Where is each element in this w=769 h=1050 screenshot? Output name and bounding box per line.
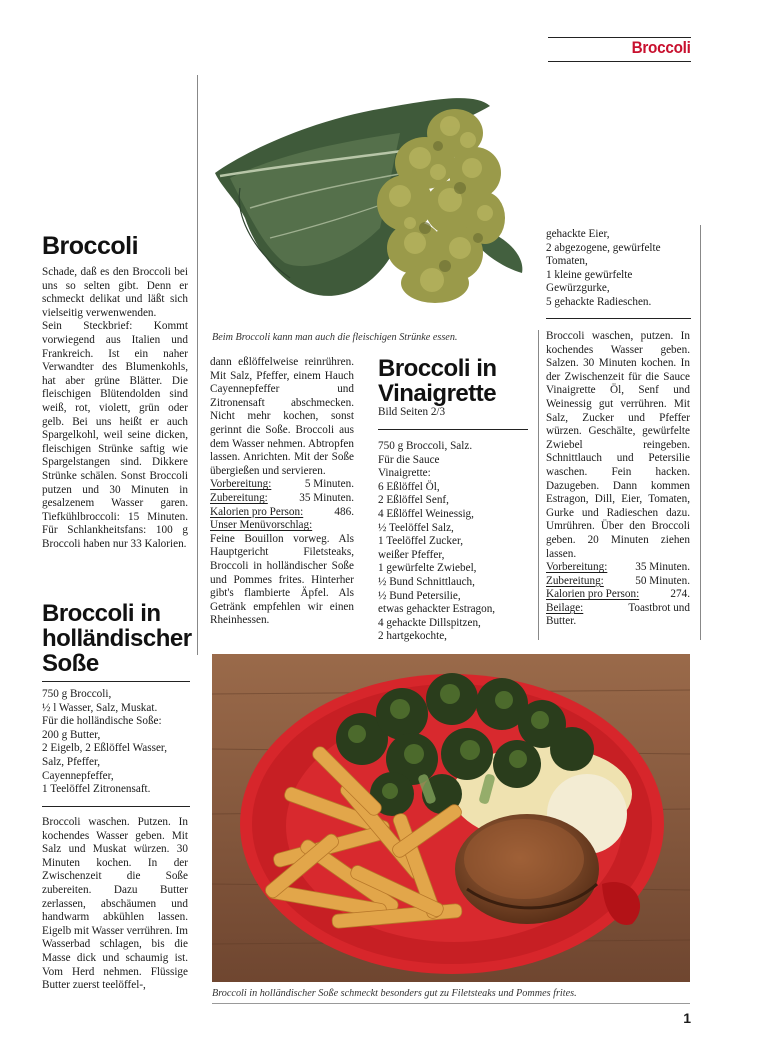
ingredient: 1 Teelöffel Zitronensaft.	[42, 783, 151, 796]
ingredient: 2 Eßlöffel Senf,	[378, 494, 449, 507]
intro-paragraph-2: Sein Steckbrief: Kommt vorwiegend aus Italien und Frankreich. Ist ein naher Verwandter des Blumenkohls, hat aber grüne Blätter. Die fleischigen Blütendolden sind weiß, rot, violett, grün oder gelb. Bei uns heißt er auch Spargelkohl, weil seine dicken, fleischigen Strünke saftig wie Spargelstangen sind. Dikkere Strünke schälen. Sonst Broccoli putzen und 30 Minuten in gesalzenem Wasser garen. Tiefkühlbroccoli: 15 Minuten. Für Schlankheitsfans: 100 g Broccoli haben nur 33 Kalorien.	[42, 320, 188, 550]
recipe2-method-text: Broccoli waschen, putzen. In kochendes Wasser geben. Salzen. 30 Minuten kochen. In der Zwischenzeit für die Sauce Vinaigrette Öl, Senf und Weinessig gut verrühren. Mit Salz, Zucker und Pfeffer würzen. Geschälte, gewürfelte Zwiebel reingeben. Schnittlauch und Petersilie waschen. Fein hacken. Dazugeben. Dann kommen Estragon, Dill, Eier, Tomaten, Gurke und Radieschen dazu. Umrühren. Über den Broccoli geben. 20 Minuten ziehen lassen.	[546, 330, 690, 560]
prep-value: 35 Minuten.	[635, 561, 690, 574]
prep-value: 5 Minuten.	[304, 478, 354, 491]
calories-label: Kalorien pro Person:	[546, 588, 640, 601]
recipe2-side-row	[546, 602, 690, 616]
recipe1-menu-label	[210, 519, 354, 533]
recipe1-title-line2: holländischer	[42, 625, 192, 652]
recipe2-cook-row	[546, 575, 690, 589]
bottom-photo-caption: Broccoli in holländischer Soße schmeckt besonders gut zu Filetsteaks und Pommes frites.	[212, 988, 577, 999]
recipe1-title-line1: Broccoli in	[42, 600, 161, 627]
recipe1-title-line3: Soße	[42, 650, 99, 677]
recipe1-method-part2	[210, 356, 354, 628]
plate-photo	[212, 654, 690, 982]
column-rule-left	[197, 75, 198, 655]
recipe1-calories-row	[210, 506, 354, 520]
recipe1-method-part1: Broccoli waschen. Putzen. In kochendes Wasser geben. Mit Salz und Muskat würzen. 30 Minuten kochen. In der Zwischenzeit die Soße zubereiten. Dazu Butter zerlassen, abschäumen und handwarm abkühlen lassen. Eigelb mit Wasser verrühren. Im Wasserbad schlagen, bis die Masse dick und schaumig ist. Vom Herd nehmen. Flüssige Butter zuerst teelöffel-,	[42, 816, 188, 992]
page-number: 1	[683, 1010, 691, 1026]
recipe2-ingredients-continued	[546, 228, 696, 310]
ingredient: ½ l Wasser, Salz, Muskat.	[42, 701, 158, 714]
menu-label: Unser Menüvorschlag:	[210, 519, 313, 532]
recipe2-ingredients	[378, 440, 533, 644]
broccoli-photo	[210, 88, 535, 326]
ingredient: 750 g Broccoli, Salz.	[378, 440, 473, 452]
intro-paragraph-1: Schade, daß es den Broccoli bei uns so selten gibt. Denn er schmeckt delikat und läßt sich vielseitig verwenwenden.	[42, 266, 188, 319]
header-rule-bottom	[548, 61, 691, 62]
ingredient: 200 g Butter,	[42, 728, 101, 741]
ingredient: Vinaigrette:	[378, 467, 431, 480]
ingredient: 1 Teelöffel Zucker,	[378, 535, 464, 548]
recipe2-prep-row	[546, 561, 690, 575]
ingredient: 4 Eßlöffel Weinessig,	[378, 507, 474, 520]
ingredient: ½ Bund Schnittlauch,	[378, 575, 475, 588]
intro-title: Broccoli	[42, 232, 139, 260]
section-label: Broccoli	[631, 38, 691, 57]
recipe2-side-value-2: Butter.	[546, 615, 577, 628]
ingredient: 4 gehackte Dillspitzen,	[378, 616, 481, 629]
recipe1-rule-1	[42, 681, 190, 682]
recipe2-rule-2	[546, 318, 691, 319]
column-rule-far-right	[700, 225, 701, 640]
side-value: Toastbrot und	[628, 601, 690, 614]
side-label: Beilage:	[546, 601, 584, 614]
recipe1-title	[42, 601, 192, 676]
cook-label: Zubereitung:	[210, 491, 268, 504]
prep-label: Vorbereitung:	[210, 478, 272, 491]
ingredient: Für die Sauce	[378, 453, 440, 466]
prep-label: Vorbereitung:	[546, 561, 608, 574]
ingredient: 2 abgezogene, gewürfelte	[546, 241, 661, 254]
recipe2-subtitle: Bild Seiten 2/3	[378, 406, 446, 418]
column-rule-right	[538, 330, 539, 640]
ingredient: 2 hartgekochte,	[378, 630, 447, 643]
recipe2-title	[378, 356, 497, 406]
intro-text	[42, 266, 188, 551]
ingredient: weißer Pfeffer,	[378, 548, 445, 561]
recipe1-menu-text: Feine Bouillon vorweg. Als Hauptgericht Filetsteaks, Broccoli in holländischer Soße und Pommes frites. Hinterher gibt's flambierte Äpfel. Als Getränk empfehlen wir einen Rheinhessen.	[210, 532, 354, 627]
ingredient: Cayennepfeffer,	[42, 769, 114, 782]
ingredient: 1 gewürfelte Zwiebel,	[378, 562, 477, 575]
recipe1-cook-row	[210, 492, 354, 506]
ingredient: Salz, Pfeffer,	[42, 755, 101, 768]
recipe1-ingredients	[42, 688, 192, 797]
footer-rule	[212, 1003, 690, 1004]
ingredient: 750 g Broccoli,	[42, 688, 112, 700]
recipe2-method	[546, 330, 690, 629]
ingredient: 2 Eigelb, 2 Eßlöffel Wasser,	[42, 742, 167, 755]
recipe1-prep-row	[210, 478, 354, 492]
recipe2-title-line2: Vinaigrette	[378, 380, 497, 407]
calories-value: 274.	[670, 588, 690, 601]
ingredient: ½ Teelöffel Salz,	[378, 521, 454, 534]
ingredient: Für die holländische Soße:	[42, 715, 162, 728]
ingredient: Gewürzgurke,	[546, 282, 610, 295]
ingredient: ½ Bund Petersilie,	[378, 589, 461, 602]
recipe2-calories-row	[546, 588, 690, 602]
ingredient: 5 gehackte Radieschen.	[546, 295, 652, 308]
ingredient: gehackte Eier,	[546, 228, 610, 240]
recipe2-rule-1	[378, 429, 528, 430]
cook-label: Zubereitung:	[546, 574, 604, 587]
recipe1-method-text: dann eßlöffelweise reinrühren. Mit Salz, Pfeffer, einem Hauch Cayennepfeffer und Zitronensaft abschmecken. Nicht mehr kochen, sonst gerinnt die Soße. Broccoli aus dem Wasser nehmen. Abtropfen lassen. Anrichten. Mit der Soße übergießen und servieren.	[210, 356, 354, 477]
ingredient: 6 Eßlöffel Öl,	[378, 480, 440, 493]
top-photo-caption: Beim Broccoli kann man auch die fleischigen Strünke essen.	[212, 332, 458, 343]
recipe2-title-line1: Broccoli in	[378, 355, 497, 382]
ingredient: etwas gehackter Estragon,	[378, 603, 496, 616]
cook-value: 35 Minuten.	[299, 491, 354, 504]
calories-value: 486.	[334, 505, 354, 518]
ingredient: Tomaten,	[546, 255, 588, 268]
recipe1-rule-2	[42, 806, 190, 807]
calories-label: Kalorien pro Person:	[210, 505, 304, 518]
ingredient: 1 kleine gewürfelte	[546, 268, 633, 281]
cook-value: 50 Minuten.	[635, 574, 690, 587]
